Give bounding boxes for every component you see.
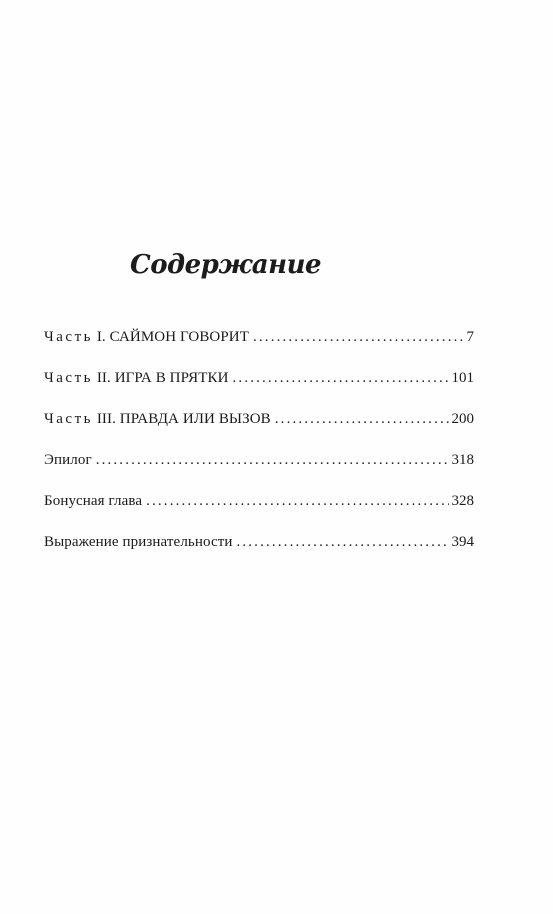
part-word: Часть	[44, 411, 93, 427]
part-word: Часть	[44, 370, 93, 386]
page-number: 101	[451, 370, 474, 386]
dot-leader	[96, 450, 449, 470]
dot-leader	[233, 368, 449, 388]
entry-title: II. ИГРА В ПРЯТКИ	[92, 370, 229, 386]
toc-entry-label	[44, 532, 232, 552]
page-number: 328	[451, 493, 474, 509]
toc-entry-label	[44, 327, 249, 347]
dot-leader	[275, 409, 449, 429]
toc-list	[44, 327, 474, 573]
toc-title: Содержание	[130, 250, 322, 280]
entry-title: Эпилог	[44, 452, 92, 468]
toc-entry-part-1[interactable]	[44, 327, 474, 368]
dot-leader	[236, 532, 448, 552]
dot-leader	[253, 327, 464, 347]
entry-title: I. САЙМОН ГОВОРИТ	[92, 329, 249, 345]
toc-entry-bonus-chapter[interactable]	[44, 491, 474, 532]
toc-entry-label	[44, 491, 142, 511]
toc-entry-label	[44, 368, 229, 388]
toc-entry-label	[44, 409, 271, 429]
page-number: 200	[451, 411, 474, 427]
page-number: 7	[466, 329, 474, 345]
entry-title: Бонусная глава	[44, 493, 143, 509]
entry-title: Выражение признательности	[44, 534, 233, 550]
toc-entry-acknowledgements[interactable]	[44, 532, 474, 573]
toc-entry-label	[44, 450, 92, 470]
toc-entry-part-3[interactable]	[44, 409, 474, 450]
toc-entry-epilogue[interactable]	[44, 450, 474, 491]
dot-leader	[146, 491, 448, 511]
page-number: 394	[451, 534, 474, 550]
page-number: 318	[451, 452, 474, 468]
entry-title: III. ПРАВДА ИЛИ ВЫЗОВ	[92, 411, 271, 427]
part-word: Часть	[44, 329, 93, 345]
toc-entry-part-2[interactable]	[44, 368, 474, 409]
